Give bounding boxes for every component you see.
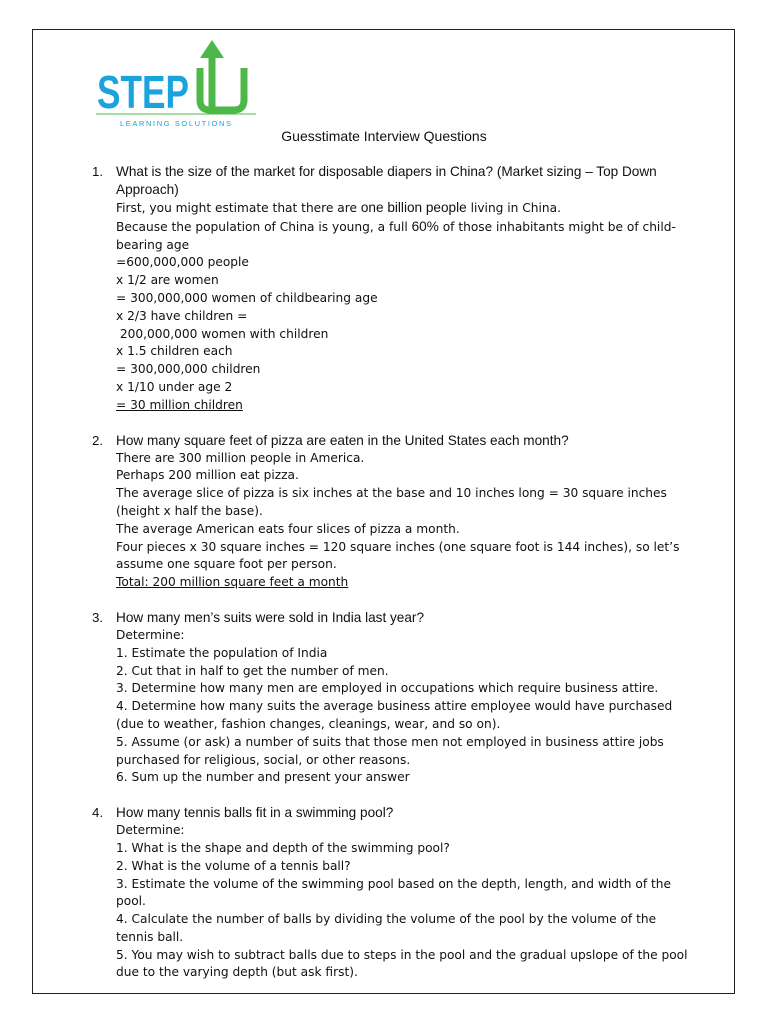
emphasis-text: one billion people	[360, 200, 467, 215]
answer-line: =600,000,000 people	[116, 255, 249, 270]
answer-line: The average American eats four slices of pizza a month.	[116, 521, 460, 536]
answer-line: 5. You may wish to subtract balls due to steps in the pool and the gradual upslope of the pool due to the varying depth (but ask first).	[116, 947, 688, 980]
question-number: 2.	[92, 432, 104, 448]
answer-text: living in China.	[466, 201, 561, 215]
question-title: How many tennis balls fit in a swimming pool?	[116, 805, 394, 821]
answer-line: There are 300 million people in America.	[116, 450, 365, 465]
answer-line: Perhaps 200 million eat pizza.	[116, 468, 299, 483]
answer-text: of those inhabitants might be of child-bearing age	[116, 219, 676, 252]
question-3	[92, 609, 688, 787]
answer-line: 4. Calculate the number of balls by dividing the volume of the pool by the volume of the tennis ball.	[116, 912, 657, 944]
up-arrow-icon	[200, 40, 224, 58]
answer-line: 1. Estimate the population of India	[116, 645, 328, 660]
question-title: How many square feet of pizza are eaten in the United States each month?	[116, 432, 569, 448]
answer-line: x 1/2 are women	[116, 273, 219, 288]
answer-line: 6. Sum up the number and present your answer	[116, 770, 410, 785]
question-number: 4.	[92, 805, 104, 821]
answer-line: 2. What is the volume of a tennis ball?	[116, 858, 351, 873]
answer-line	[116, 218, 688, 255]
answer-line: Four pieces x 30 square inches = 120 square inches (one square foot is 144 inches), so let’s assume one square foot per person.	[116, 539, 680, 572]
answer-line: 5. Assume (or ask) a number of suits that those men not employed in business attire jobs purchased for religious, social, or other reasons.	[116, 734, 664, 767]
answer-line: x 2/3 have children =	[116, 308, 248, 323]
answer-line: 4. Determine how many suits the average business attire employee would have purchased (due to weather, fashion changes, cleanings, wear, and so on).	[116, 699, 673, 731]
logo-graphic	[96, 38, 261, 130]
step-up-logo	[96, 38, 261, 130]
question-number: 3.	[92, 609, 104, 625]
question-title: How many men’s suits were sold in India last year?	[116, 609, 425, 625]
logo-step-text: STEP	[97, 66, 189, 118]
answer-line: 200,000,000 women with children	[116, 326, 329, 341]
page-title: Guesstimate Interview Questions	[281, 128, 487, 144]
answer-text: Because the population of China is young, a full	[116, 219, 412, 234]
logo-u-shape	[200, 68, 244, 110]
answer-total: = 30 million children	[116, 397, 243, 412]
question-1	[92, 163, 688, 415]
question-title: What is the size of the market for disposable diapers in China? (Market sizing – Top Down Approach)	[116, 164, 657, 197]
answer-line: = 300,000,000 children	[116, 362, 261, 377]
answer-line: Determine:	[116, 823, 185, 838]
question-number: 1.	[92, 164, 104, 179]
answer-total: Total: 200 million square feet a month	[116, 575, 349, 590]
emphasis-text: 60%	[411, 218, 439, 234]
answer-line: 3. Determine how many men are employed in occupations which require business attire.	[116, 681, 659, 696]
question-2	[92, 432, 688, 592]
answer-line: The average slice of pizza is six inches at the base and 10 inches long = 30 square inches (height x half the base).	[116, 486, 667, 518]
answer-line: x 1/10 under age 2	[116, 379, 233, 394]
answer-line: = 300,000,000 women of childbearing age	[116, 290, 378, 305]
answer-line: 1. What is the shape and depth of the swimming pool?	[116, 840, 450, 855]
question-list	[92, 163, 688, 999]
answer-line	[116, 199, 688, 218]
answer-line: Determine:	[116, 627, 185, 642]
answer-line: 3. Estimate the volume of the swimming pool based on the depth, length, and width of the pool.	[116, 876, 671, 909]
answer-text: First, you might estimate that there are	[116, 201, 361, 215]
answer-line: 2. Cut that in half to get the number of men.	[116, 663, 389, 678]
question-4	[92, 804, 688, 982]
logo-tagline: LEARNING SOLUTIONS	[120, 119, 233, 128]
answer-line: x 1.5 children each	[116, 344, 233, 359]
